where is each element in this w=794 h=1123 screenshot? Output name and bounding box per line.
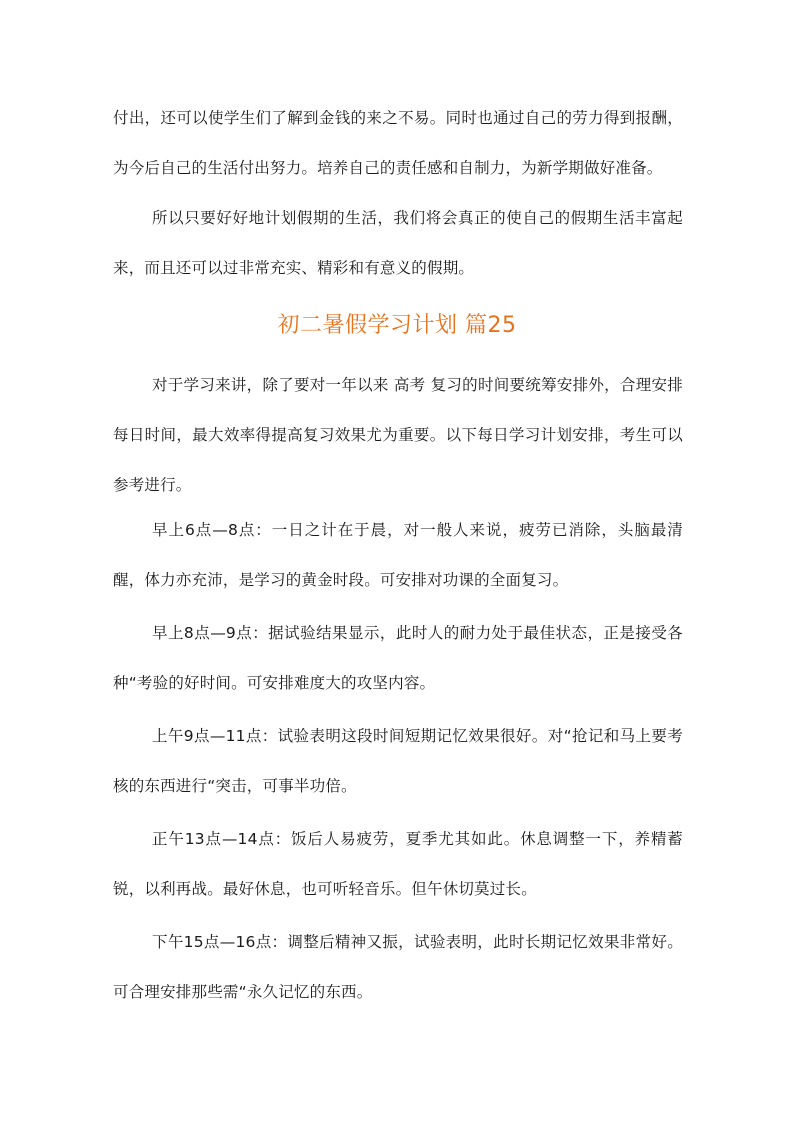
paragraph-schedule-6-8: 早上6点—8点：一日之计在于晨，对一般人来说，疲劳已消除，头脑最清醒，体力亦充沛，是学习的黄金时段。可安排对功课的全面复习。 xyxy=(113,521,683,589)
paragraph-schedule-13-14: 正午13点—14点：饭后人易疲劳，夏季尤其如此。休息调整一下，养精蓄锐，以利再战。最好休息，也可听轻音乐。但午休切莫过长。 xyxy=(113,830,683,898)
paragraph-intro: 对于学习来讲，除了要对一年以来 高考 复习的时间要统筹安排外，合理安排每日时间，最大效率得提高复习效果尤为重要。以下每日学习计划安排，考生可以参考进行。 xyxy=(113,376,683,494)
paragraph-schedule-9-11: 上午9点—11点：试验表明这段时间短期记忆效果很好。对“抢记和马上要考核的东西进行“突击，可事半功倍。 xyxy=(113,727,683,795)
paragraph-schedule-8-9: 早上8点—9点：据试验结果显示，此时人的耐力处于最佳状态，正是接受各种“考验的好时间。可安排难度大的攻坚内容。 xyxy=(113,624,683,692)
paragraph-summary: 所以只要好好地计划假期的生活，我们将会真正的使自己的假期生活丰富起来，而且还可以过非常充实、精彩和有意义的假期。 xyxy=(113,209,683,277)
section-heading: 初二暑假学习计划 篇25 xyxy=(277,313,517,338)
paragraph-continuation: 付出，还可以使学生们了解到金钱的来之不易。同时也通过自己的劳力得到报酬，为今后自己的生活付出努力。培养自己的责任感和自制力，为新学期做好准备。 xyxy=(113,109,683,177)
paragraph-schedule-15-16: 下午15点—16点：调整后精神又振，试验表明，此时长期记忆效果非常好。可合理安排那些需“永久记忆的东西。 xyxy=(113,933,683,1001)
